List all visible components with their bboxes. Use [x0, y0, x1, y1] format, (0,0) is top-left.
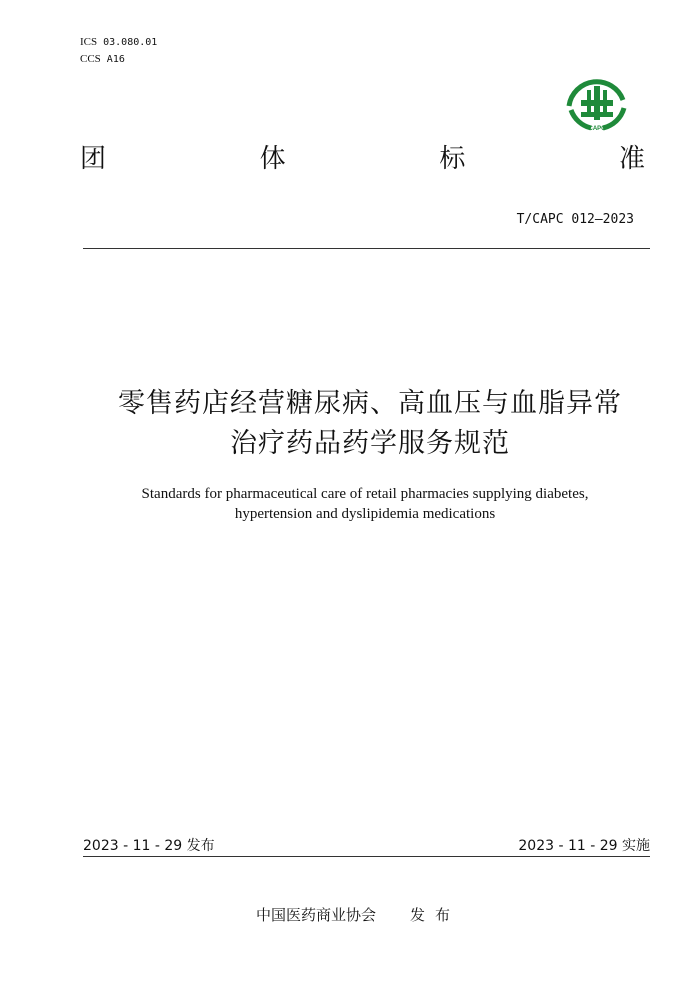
standard-type-char: 团 [80, 144, 107, 174]
bottom-divider [83, 856, 650, 857]
issue-date: 2023 - 11 - 29 发布 [83, 838, 215, 854]
classification-block [80, 34, 157, 68]
standard-type-char: 准 [618, 144, 645, 174]
chinese-title [60, 384, 680, 464]
ccs-label: CCS [80, 53, 101, 65]
english-title [80, 484, 650, 524]
implementation-date: 2023 - 11 - 29 实施 [518, 838, 650, 854]
ics-label: ICS [80, 36, 98, 48]
ccs-value: A16 [106, 54, 125, 65]
publisher-name: 中国医药商业协会 [256, 906, 377, 924]
standard-type-heading [80, 138, 645, 174]
english-title-line: hypertension and dyslipidemia medications [234, 506, 496, 522]
ics-line [80, 34, 157, 51]
capc-cross-logo-icon [557, 70, 637, 132]
publisher-action: 发布 [410, 906, 461, 924]
standard-number: T/CAPC 012—2023 [516, 212, 634, 227]
ccs-line [80, 51, 157, 68]
top-divider [83, 248, 650, 249]
capc-logo [557, 70, 637, 132]
chinese-title-line: 零售药店经营糖尿病、高血压与血脂异常 [118, 388, 622, 419]
ics-value: 03.080.01 [103, 37, 158, 48]
logo-text: CAPC [588, 126, 606, 132]
chinese-title-line: 治疗药品药学服务规范 [230, 428, 510, 459]
english-title-line: Standards for pharmaceutical care of retail pharmacies supplying diabetes, [141, 486, 589, 502]
standard-type-char: 体 [259, 144, 286, 174]
standard-type-char: 标 [439, 144, 466, 174]
publisher-line [256, 904, 460, 925]
